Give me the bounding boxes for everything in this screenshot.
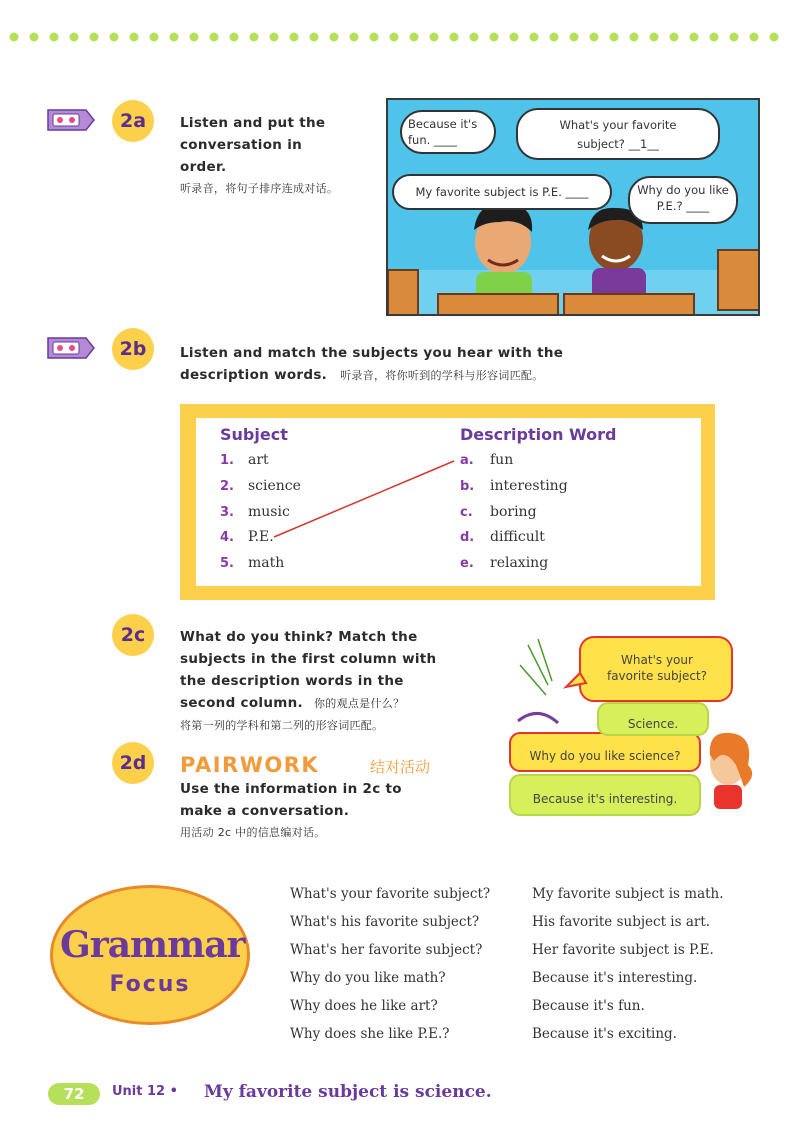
description-letter: e. [460, 556, 474, 571]
exercise-badge-2b: 2b [112, 328, 154, 370]
instruction-2c-cn2: 将第一列的学科和第二列的形容词匹配。 [180, 719, 384, 732]
grammar-question: What's his favorite subject? [290, 914, 480, 930]
grammar-answers [532, 880, 724, 1048]
subject-number: 1. [220, 453, 234, 468]
grammar-focus-title: Grammar [60, 924, 245, 966]
subject-item: music [248, 504, 290, 520]
speech-bubble-why: Why do you like science? [529, 749, 681, 763]
subject-column-header: Subject [220, 425, 288, 444]
grammar-question: Why do you like math? [290, 970, 446, 986]
subject-item: science [248, 478, 301, 494]
grammar-focus-subtitle: Focus [109, 972, 191, 997]
description-column-header: Description Word [460, 425, 617, 444]
grammar-answer: His favorite subject is art. [532, 914, 711, 930]
subject-number: 2. [220, 479, 234, 494]
instruction-2c [180, 626, 436, 737]
description-letter: d. [460, 530, 475, 545]
exercise-badge-2a: 2a [112, 100, 154, 142]
unit-label: Unit 12 • [112, 1084, 178, 1099]
subject-item: math [248, 555, 285, 571]
subject-number: 3. [220, 505, 234, 520]
speech-bubble-1: Because it's fun. ____ [400, 110, 496, 154]
top-dotted-border [0, 30, 800, 44]
unit-title: My favorite subject is science. [204, 1082, 492, 1102]
instruction-2c-line4-wrapper [180, 692, 436, 715]
grammar-answer: Because it's exciting. [532, 1026, 677, 1042]
instruction-2b-line2-wrapper [180, 364, 563, 387]
instruction-2a [180, 112, 338, 200]
grammar-answer: Because it's fun. [532, 998, 645, 1014]
grammar-questions [290, 880, 490, 1048]
speech-bubble-3: My favorite subject is P.E. ____ [392, 174, 612, 210]
instruction-2a-line1: Listen and put the [180, 115, 326, 131]
description-item: interesting [490, 478, 568, 494]
page-number: 72 [48, 1083, 100, 1105]
grammar-question: What's her favorite subject? [290, 942, 483, 958]
subject-item: art [248, 452, 269, 468]
description-item: difficult [490, 529, 545, 545]
match-line[interactable] [270, 455, 460, 545]
instruction-2d-cn: 用活动 2c 中的信息编对话。 [180, 826, 326, 839]
instruction-2c-line4: second column. [180, 695, 303, 711]
exercise-badge-2c: 2c [112, 614, 154, 656]
instruction-2b [180, 342, 563, 387]
exercise-badge-2d: 2d [112, 742, 154, 784]
instruction-2a-line3: order. [180, 159, 227, 175]
speech-bubble-question: What's your favorite subject? [606, 653, 708, 683]
description-letter: c. [460, 505, 473, 520]
speech-bubble-2: What's your favorite subject? __1__ [516, 108, 720, 160]
instruction-2a-line2: conversation in [180, 137, 303, 153]
instruction-2d [180, 778, 402, 844]
description-item: boring [490, 504, 537, 520]
grammar-answer: Her favorite subject is P.E. [532, 942, 714, 958]
description-letter: a. [460, 453, 474, 468]
instruction-2b-cn: 听录音，将你听到的学科与形容词匹配。 [340, 369, 544, 382]
grammar-question: Why does she like P.E.? [290, 1026, 450, 1042]
subject-number: 4. [220, 530, 234, 545]
grammar-question: What's your favorite subject? [290, 886, 491, 902]
grammar-question: Why does he like art? [290, 998, 438, 1014]
speech-bubble-science: Science. [627, 717, 679, 731]
instruction-2b-line1: Listen and match the subjects you hear with the [180, 345, 564, 361]
subject-item: P.E. [248, 529, 274, 545]
pairwork-title: PAIRWORK [180, 753, 320, 777]
speech-bubble-because: Because it's interesting. [532, 792, 678, 806]
cassette-icon[interactable] [46, 336, 96, 360]
instruction-2c-line1: What do you think? Match the [180, 629, 418, 645]
instruction-2c-line3: the description words in the [180, 673, 404, 689]
instruction-2d-line1: Use the information in 2c to [180, 781, 402, 797]
speech-bubble-4: Why do you like P.E.? ____ [628, 176, 738, 224]
cassette-icon[interactable] [46, 108, 96, 132]
instruction-2c-cn1: 你的观点是什么？ [313, 697, 405, 710]
grammar-answer: Because it's interesting. [532, 970, 698, 986]
instruction-2b-line2: description words. [180, 367, 328, 383]
instruction-2d-line2: make a conversation. [180, 803, 350, 819]
grammar-answer: My favorite subject is math. [532, 886, 724, 902]
instruction-2c-line2: subjects in the first column with [180, 651, 437, 667]
description-letter: b. [460, 479, 475, 494]
subject-number: 5. [220, 556, 234, 571]
description-item: fun [490, 452, 514, 468]
pairwork-title-cn: 结对活动 [370, 758, 431, 776]
instruction-2a-cn: 听录音，将句子排序连成对话。 [180, 182, 339, 195]
description-item: relaxing [490, 555, 549, 571]
comic-illustration [386, 98, 760, 316]
